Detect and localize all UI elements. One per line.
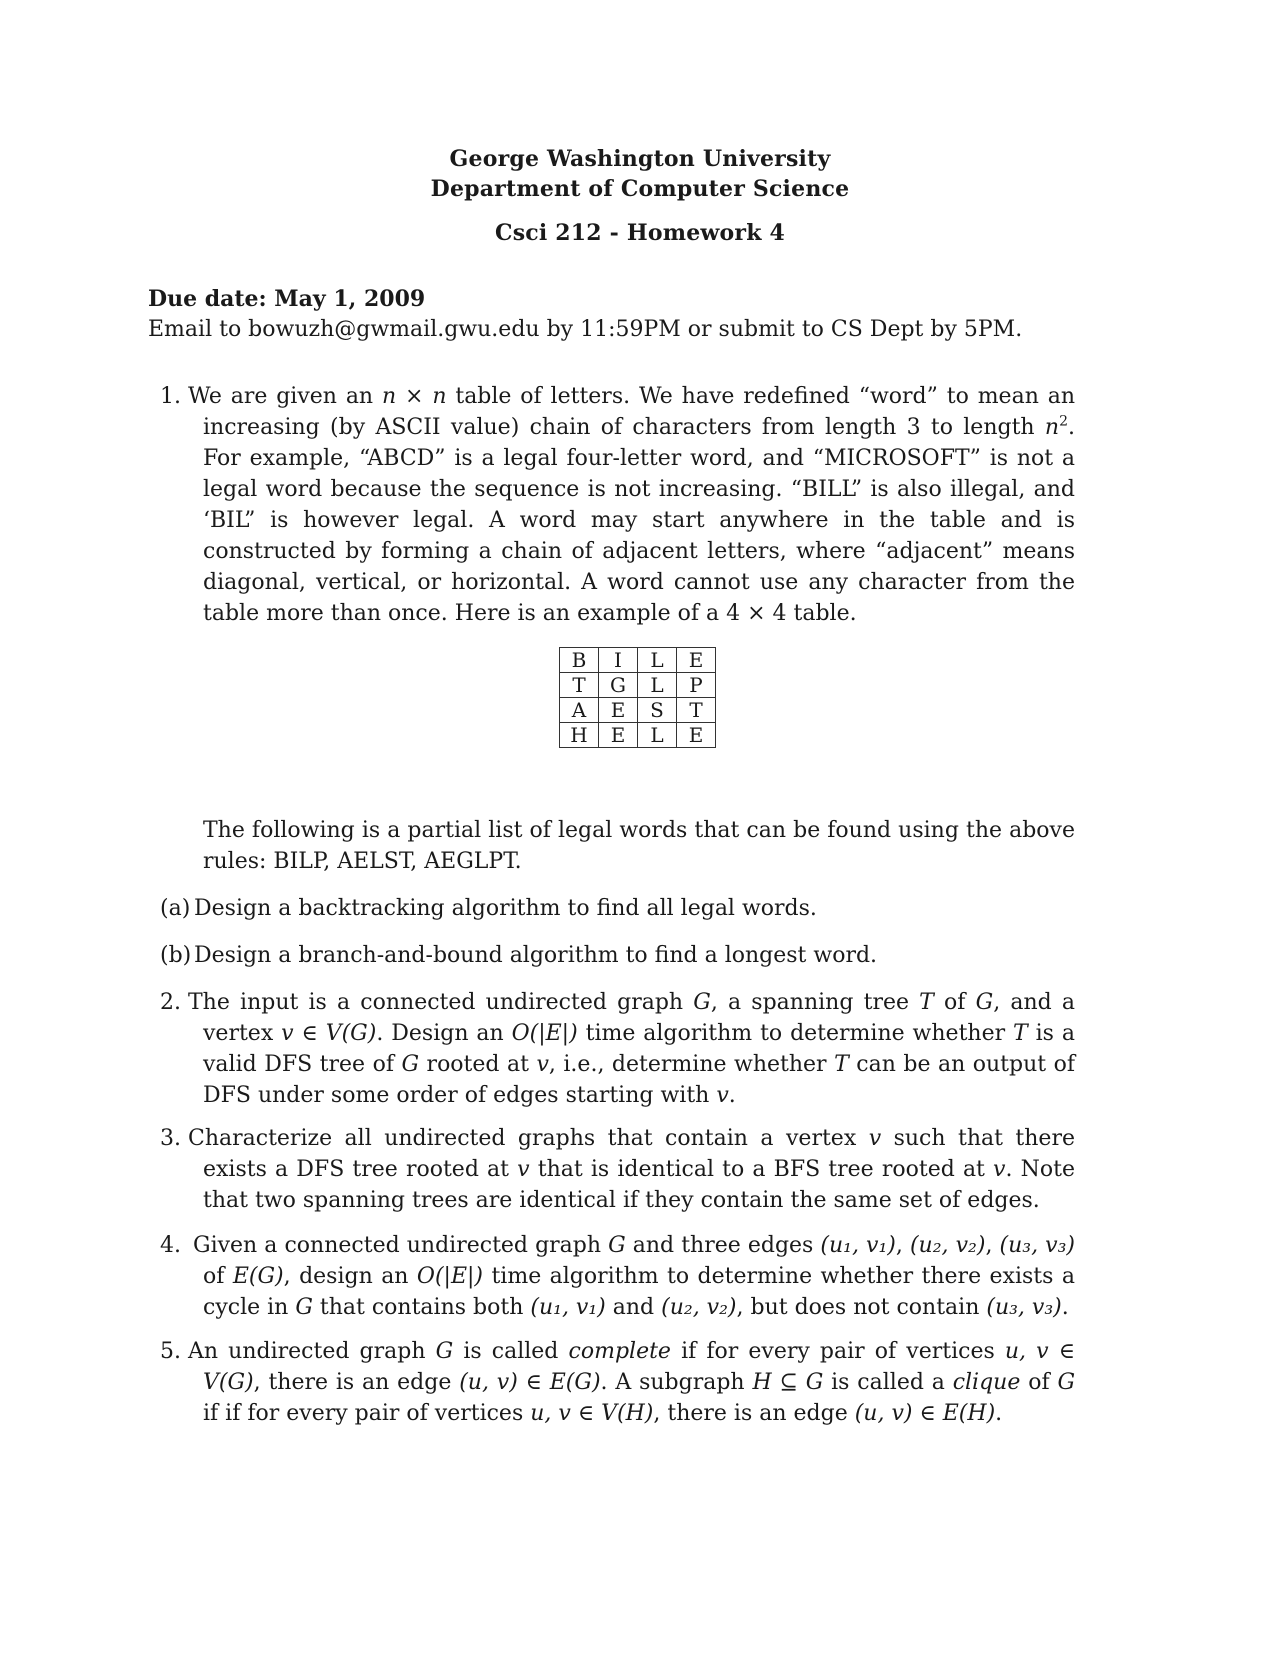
problem-4-number: 4. [160, 1233, 181, 1258]
problem-2-text: The input is a connected undirected graph G, a spanning tree T of G, and a vertex v ∈ V(G). Design an O(|E|) time algorithm to determine whether T is a valid DFS tree of G rooted at v, i.e., determine whether T can be an output of DFS under some order of edges starting with v. [188, 990, 1076, 1108]
letter-cell: B [560, 648, 599, 673]
letter-table-row [560, 723, 716, 748]
letter-cell: G [599, 673, 638, 698]
letter-grid [559, 647, 716, 748]
letter-cell: E [599, 723, 638, 748]
letter-table-row [560, 698, 716, 723]
letter-cell: L [638, 723, 677, 748]
problem-3-text: Characterize all undirected graphs that contain a vertex v such that there exists a DFS tree rooted at v that is identical to a BFS tree rooted at v. Note that two spanning trees are identical if they contain the same set of edges. [188, 1126, 1075, 1213]
problem-2-number: 2. [160, 990, 181, 1015]
letter-cell: S [638, 698, 677, 723]
letter-table [559, 647, 716, 748]
problem-1-partial-list: The following is a partial list of legal words that can be found using the above rules: BILP, AELST, AEGLPT. [203, 818, 1075, 874]
problem-5-number: 5. [160, 1339, 181, 1364]
part-a-text: Design a backtracking algorithm to find all legal words. [194, 896, 817, 921]
problem-1-number: 1. [160, 384, 181, 409]
course-title: Csci 212 - Homework 4 [494, 220, 786, 246]
part-b-label: (b) [160, 943, 192, 968]
letter-cell: T [677, 698, 716, 723]
letter-cell: P [677, 673, 716, 698]
letter-cell: E [599, 698, 638, 723]
part-b-text: Design a branch-and-bound algorithm to find a longest word. [194, 943, 878, 968]
problem-5-text: An undirected graph G is called complete if for every pair of vertices u, v ∈ V(G), there is an edge (u, v) ∈ E(G). A subgraph H ⊆ G is called a clique of G if if for every pair of vertices u, v ∈ V(H), there is an edge (u, v) ∈ E(H). [188, 1339, 1076, 1426]
letter-table-row [560, 673, 716, 698]
letter-cell: L [638, 673, 677, 698]
due-date: Due date: May 1, 2009 [148, 286, 426, 312]
letter-table-row [560, 648, 716, 673]
department-title: Department of Computer Science [430, 176, 850, 202]
letter-cell: E [677, 723, 716, 748]
problem-1-text: We are given an n × n table of letters. We have redefined “word” to mean an increasing (by ASCII value) chain of characters from length 3 to length $n^2$. For example, “ABCD” is a legal four-letter word, and “MICROSOFT” is not a legal word because the sequence is not increasing. “BILL” is also illegal, and ‘BIL” is however legal. A word may start anywhere in the table and is constructed by forming a chain of adjacent letters, where “adjacent” means diagonal, vertical, or horizontal. A word cannot use any character from the table more than once. Here is an example of a 4 × 4 table. [188, 384, 1076, 626]
university-title: George Washington University [449, 146, 831, 172]
submission-instructions: Email to bowuzh@gwmail.gwu.edu by 11:59PM or submit to CS Dept by 5PM. [148, 317, 1023, 342]
part-a-label: (a) [160, 896, 191, 921]
problem-3-number: 3. [160, 1126, 181, 1151]
letter-cell: I [599, 648, 638, 673]
letter-cell: L [638, 648, 677, 673]
letter-cell: H [560, 723, 599, 748]
letter-cell: E [677, 648, 716, 673]
problem-4-text: Given a connected undirected graph G and three edges (u₁, v₁), (u₂, v₂), (u₃, v₃) of E(G), design an O(|E|) time algorithm to determine whether there exists a cycle in G that contains both (u₁, v₁) and (u₂, v₂), but does not contain (u₃, v₃). [193, 1233, 1075, 1320]
letter-cell: T [560, 673, 599, 698]
letter-cell: A [560, 698, 599, 723]
